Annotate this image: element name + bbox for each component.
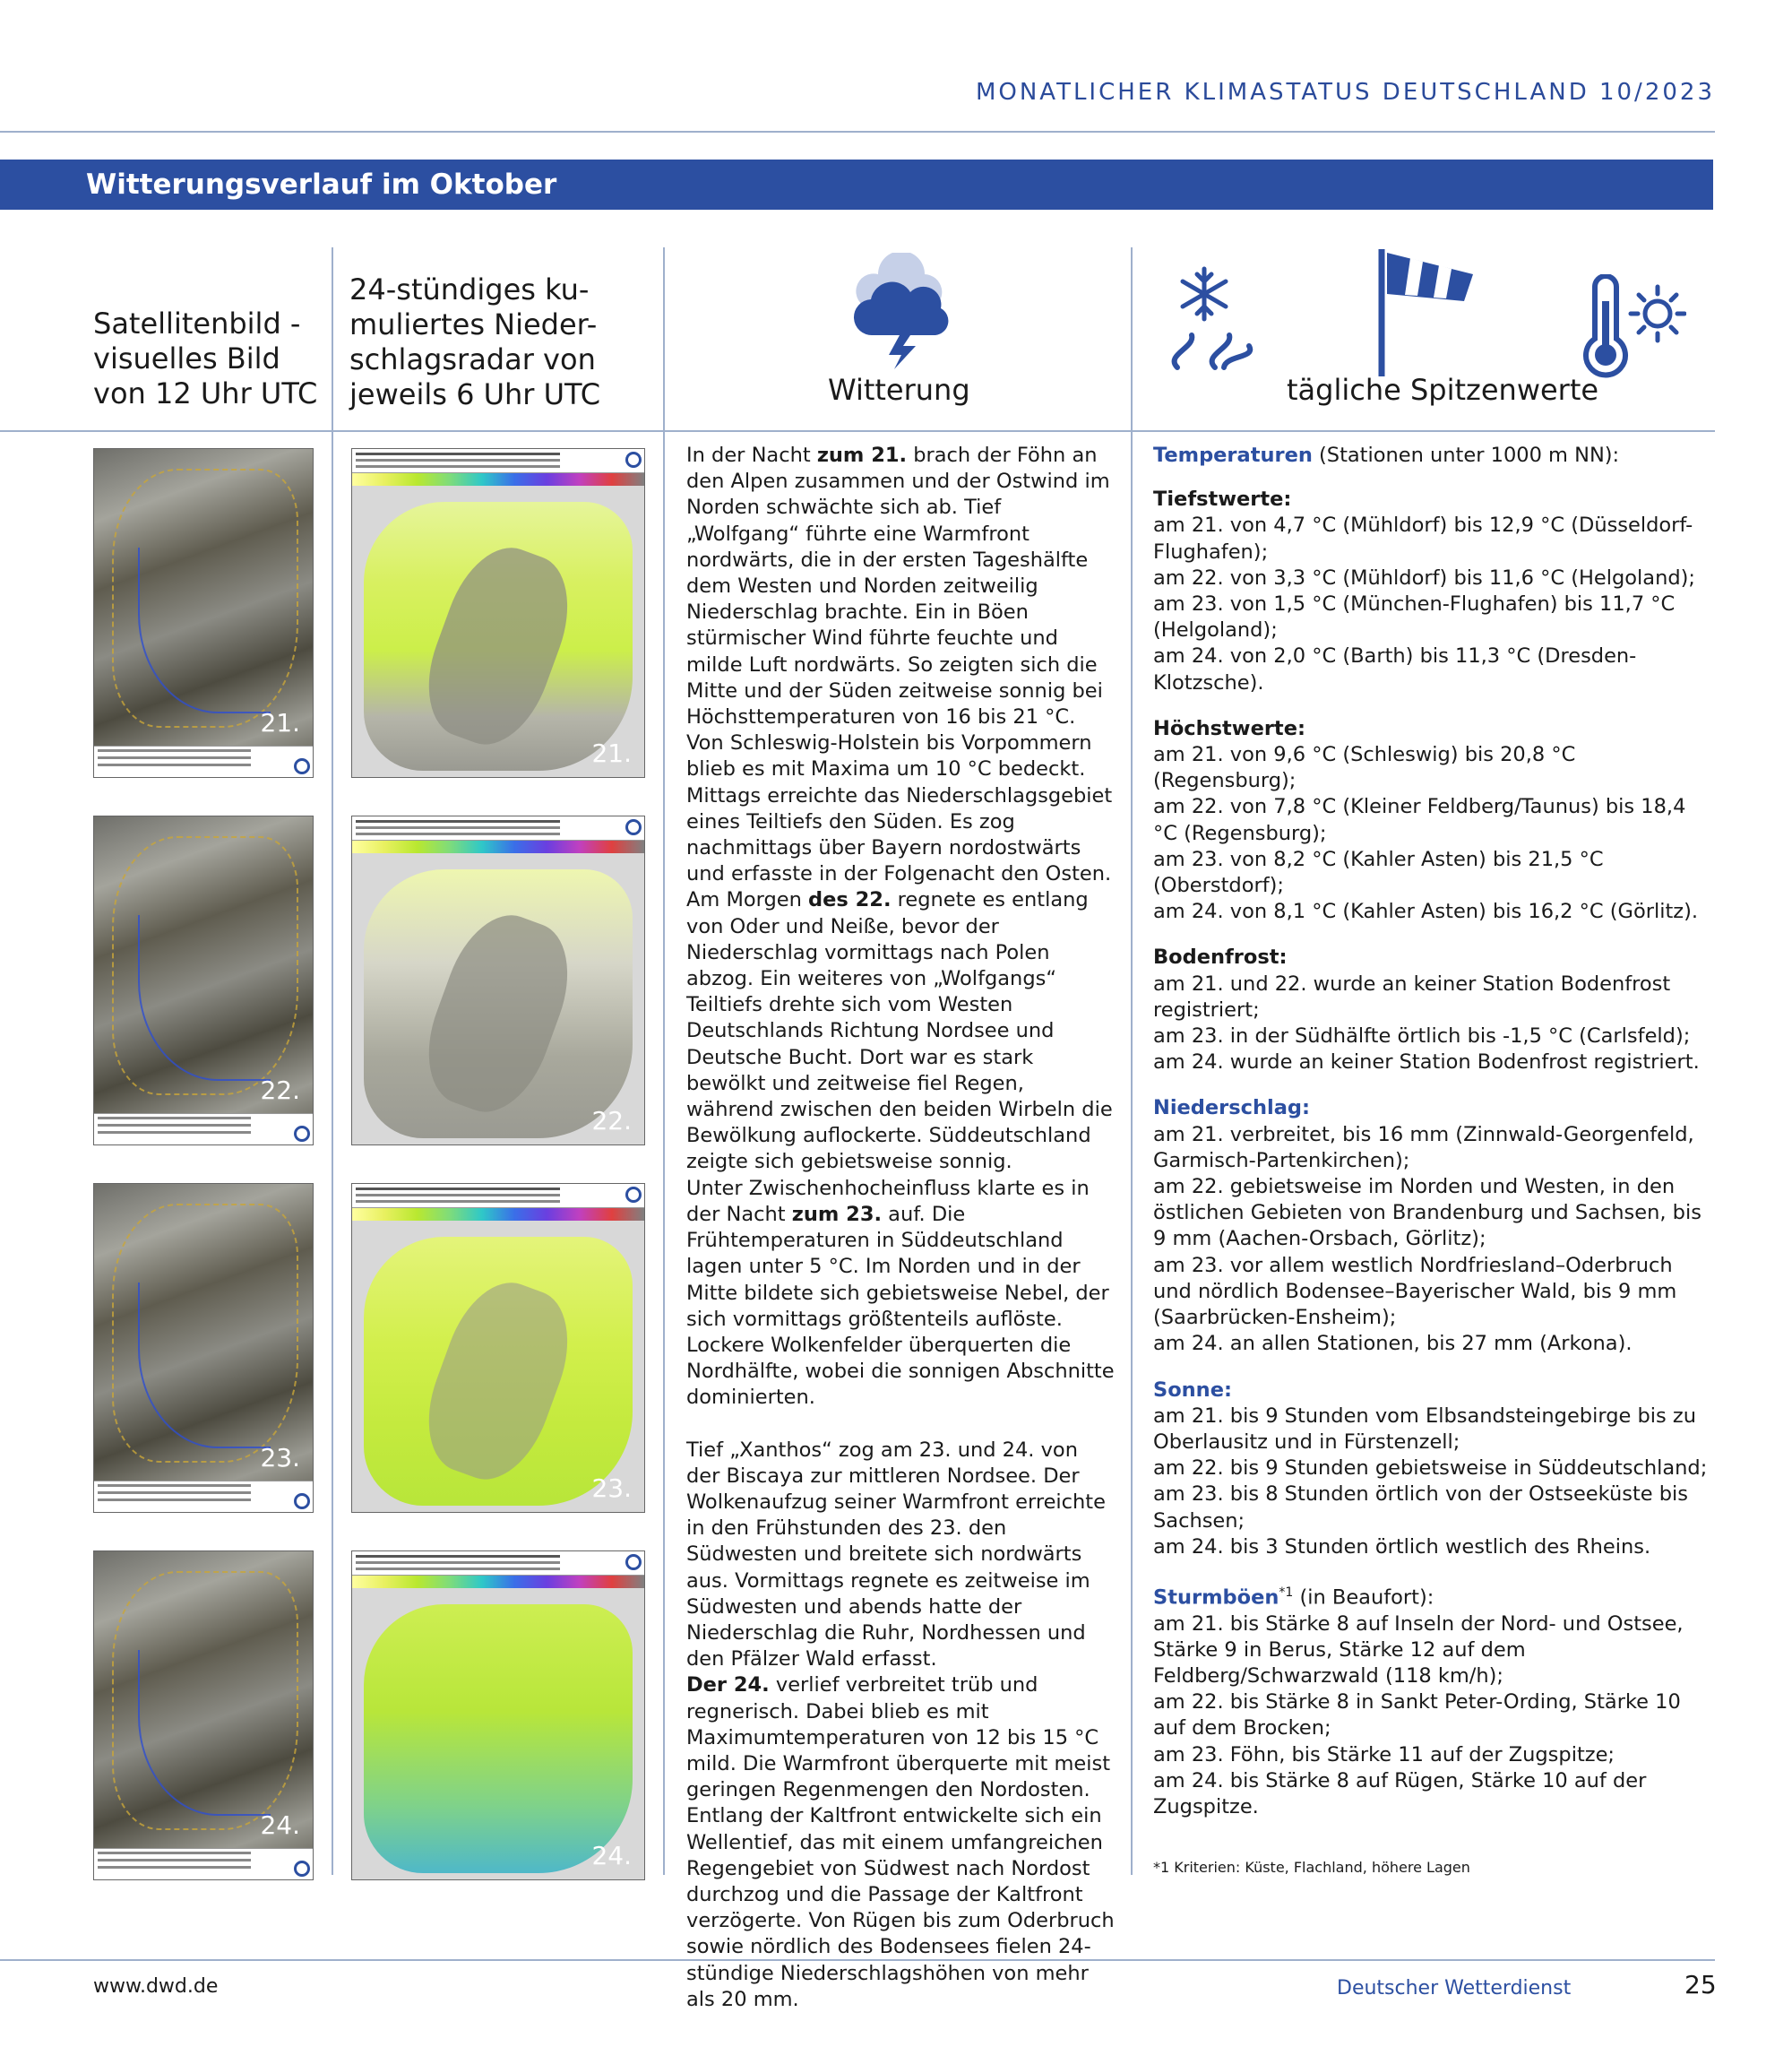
- precip-item: am 22. gebietsweise im Norden und Westen, in den östlichen Gebieten von Brandenburg und Sachsen, bis 9 mm (Aachen-Orsbach, Görlitz);: [1153, 1175, 1702, 1251]
- radar-image-23: [351, 1183, 645, 1513]
- storm-cloud-icon: [853, 253, 952, 369]
- column-divider: [1131, 247, 1133, 1875]
- radar-color-scale: [352, 473, 644, 486]
- thermometer-sun-icon: [1579, 274, 1686, 382]
- gust-heading: Sturmböen$^{*1}$ (in Beaufort):: [1153, 1585, 1434, 1610]
- temperature-heading: Temperaturen (Stationen unter 1000 m NN):: [1153, 444, 1620, 467]
- radar-image-24: [351, 1550, 645, 1880]
- radar-color-scale: [352, 1208, 644, 1221]
- gust-item: am 21. bis Stärke 8 auf Inseln der Nord- und Ostsee, Stärke 9 in Berus, Stärke 12 auf dem Feldberg/Schwarzwald (118 km/h);: [1153, 1611, 1684, 1689]
- radar-image-21: [351, 448, 645, 778]
- page-number: 25: [1684, 1970, 1717, 1999]
- weather-paragraph-21: In der Nacht zum 21. brach der Föhn an den Alpen zusammen und der Ostwind im Norden schwächte sich ab. Tief „Wolfgang“ führte eine Warmfront nordwärts, die in der ersten Tageshälfte dem Westen und Norden zeitweilig Niederschlag brachte. Ein in Böen stürmischer Wind führte feuchte und milde Luft nordwärts. So zeigten sich die Mitte und der Süden zeitweise sonnig bei Höchsttemperaturen von 16 bis 21 °C. Von Schleswig-Holstein bis Vorpommern blieb es mit Maxima um 10 °C bedeckt. Mittags erreichte das Niederschlagsgebiet eines Teiltiefs den Süden. Es zog nachmittags über Bayern nordostwärts und erfasste in der Folgenacht den Osten.: [686, 444, 1113, 886]
- frost-item: am 23. in der Südhälfte örtlich bis -1,5 °C (Carlsfeld);: [1153, 1024, 1691, 1049]
- sun-item: am 22. bis 9 Stunden gebietsweise in Süddeutschland;: [1153, 1456, 1708, 1481]
- footer-rule: [0, 1959, 1715, 1961]
- gust-item: am 24. bis Stärke 8 auf Rügen, Stärke 10 auf der Zugspitze.: [1153, 1768, 1647, 1819]
- header-rule: [0, 131, 1715, 133]
- precip-heading: Niederschlag:: [1153, 1096, 1311, 1120]
- frost-item: am 21. und 22. wurde an keiner Station Bodenfrost registriert;: [1153, 972, 1671, 1022]
- min-heading: Tiefstwerte:: [1153, 488, 1292, 512]
- column-divider: [663, 247, 665, 1875]
- radar-column-heading: 24-stündiges ku- muliertes Nieder- schlagsradar von jeweils 6 Uhr UTC: [349, 272, 601, 411]
- column-header-rule: [0, 430, 1715, 432]
- precip-item: am 21. verbreitet, bis 16 mm (Zinnwald-Georgenfeld, Garmisch-Partenkirchen);: [1153, 1122, 1694, 1172]
- radar-color-scale: [352, 841, 644, 853]
- sun-item: am 21. bis 9 Stunden vom Elbsandsteingebirge bis zu Oberlausitz und in Fürstenzell;: [1153, 1404, 1696, 1454]
- dwd-logo-icon: [294, 1493, 310, 1509]
- column-divider: [332, 247, 333, 1875]
- section-title: Witterungsverlauf im Oktober: [86, 168, 557, 201]
- footer-organisation: Deutscher Wetterdienst: [1337, 1977, 1572, 1999]
- dwd-logo-icon: [294, 758, 310, 774]
- weather-paragraph-22: Am Morgen des 22. regnete es entlang von Oder und Neiße, bevor der Niederschlag vormittags nach Polen abzog. Ein weiteres von „Wolfgangs“ Teiltiefs drehte sich vom Westen Deutschlands Richtung Nordsee und Deutsche Bucht. Dort war es stark bewölkt und zeitweise fiel Regen, während zwischen den beiden Wirbeln die Bewölkung auflockerte. Süddeutschland zeigte sich gebietsweise sonnig.: [686, 888, 1113, 1174]
- dwd-logo-icon: [294, 1126, 310, 1142]
- daily-peaks: [1153, 443, 1713, 1820]
- weather-paragraph-23: Unter Zwischenhocheinfluss klarte es in der Nacht zum 23. auf. Die Frühtemperaturen in Süddeutschland lagen unter 5 °C. Im Norden und in der Mitte bildete sich gebietsweise Nebel, der sich vormittags größtenteils auflöste. Lockere Wolkenfelder überquerten die Nordhälfte, wobei die sonnigen Abschnitte dominierten.: [686, 1176, 1115, 1410]
- footnote: *1 Kriterien: Küste, Flachland, höhere Lagen: [1153, 1859, 1470, 1876]
- weather-column-heading: Witterung: [828, 373, 970, 407]
- radar-image-22: [351, 816, 645, 1145]
- max-heading: Höchstwerte:: [1153, 716, 1305, 740]
- radar-color-scale: [352, 1576, 644, 1588]
- min-item: am 21. von 4,7 °C (Mühldorf) bis 12,9 °C (Düsseldorf-Flughafen);: [1153, 514, 1693, 564]
- weather-narrative: [686, 443, 1116, 2013]
- day-label: 24.: [260, 1810, 300, 1840]
- weather-paragraph-24: Der 24. verlief verbreitet trüb und regnerisch. Dabei blieb es mit Maximumtemperaturen von 12 bis 15 °C mild. Die Warmfront überquerte mit meist geringen Regenmengen den Nordosten. Entlang der Kaltfront entwickelte sich ein Wellentief, das mit einem umfangreichen Regengebiet von Südwest nach Nordost durchzog und die Passage der Kaltfront verzögerte. Von Rügen bis zum Oderbruch sowie nördlich des Bodensees fielen 24-stündige Niederschlagshöhen von mehr als 20 mm.: [686, 1673, 1115, 2011]
- day-label: 24.: [591, 1841, 632, 1870]
- gust-item: am 22. bis Stärke 8 in Sankt Peter-Ording, Stärke 10 auf dem Brocken;: [1153, 1690, 1681, 1740]
- publication-title: MONATLICHER KLIMASTATUS DEUTSCHLAND 10/2023: [975, 79, 1715, 106]
- weather-paragraph-xanthos: Tief „Xanthos“ zog am 23. und 24. von der Biscaya zur mittleren Nordsee. Der Wolkenaufzug seiner Warmfront erreichte in den Frühstunden des 23. den Südwesten und breitete sich nordwärts aus. Vormittags regnete es zeitweise im Südwesten und abends hatte der Niederschlag die Ruhr, Nordhessen und den Pfälzer Wald erfasst.: [686, 1438, 1106, 1671]
- max-item: am 24. von 8,1 °C (Kahler Asten) bis 16,2 °C (Görlitz).: [1153, 900, 1699, 924]
- dwd-logo-icon: [625, 1554, 642, 1570]
- frost-heading: Bodenfrost:: [1153, 946, 1288, 970]
- dwd-logo-icon: [625, 1187, 642, 1203]
- satellite-column-heading: Satellitenbild - visuelles Bild von 12 Uhr UTC: [93, 307, 318, 410]
- day-label: 22.: [260, 1075, 300, 1105]
- dwd-logo-icon: [294, 1861, 310, 1877]
- satellite-image-24: [93, 1550, 314, 1880]
- satellite-image-22: [93, 816, 314, 1145]
- sun-heading: Sonne:: [1153, 1378, 1232, 1402]
- max-item: am 22. von 7,8 °C (Kleiner Feldberg/Taunus) bis 18,4 °C (Regensburg);: [1153, 795, 1686, 845]
- max-item: am 21. von 9,6 °C (Schleswig) bis 20,8 °C (Regensburg);: [1153, 743, 1576, 793]
- day-label: 22.: [591, 1106, 632, 1136]
- max-item: am 23. von 8,2 °C (Kahler Asten) bis 21,5 °C (Oberstdorf);: [1153, 847, 1604, 898]
- section-banner: [0, 160, 1713, 210]
- satellite-image-23: [93, 1183, 314, 1513]
- precip-item: am 23. vor allem westlich Nordfriesland–Oderbruch und nördlich Bodensee–Bayerischer Wald, bis 9 mm (Saarbrücken-Ensheim);: [1153, 1253, 1677, 1330]
- dwd-logo-icon: [625, 452, 642, 468]
- frost-item: am 24. wurde an keiner Station Bodenfrost registriert.: [1153, 1050, 1700, 1075]
- sun-item: am 23. bis 8 Stunden örtlich von der Ostseeküste bis Sachsen;: [1153, 1482, 1689, 1533]
- satellite-image-21: [93, 448, 314, 778]
- footer-url[interactable]: www.dwd.de: [93, 1975, 219, 1998]
- min-item: am 22. von 3,3 °C (Mühldorf) bis 11,6 °C (Helgoland);: [1153, 566, 1695, 590]
- day-label: 21.: [591, 738, 632, 768]
- min-item: am 23. von 1,5 °C (München-Flughafen) bis 11,7 °C (Helgoland);: [1153, 592, 1676, 643]
- day-label: 23.: [591, 1473, 632, 1503]
- min-item: am 24. von 2,0 °C (Barth) bis 11,3 °C (Dresden-Klotzsche).: [1153, 644, 1637, 695]
- precip-item: am 24. an allen Stationen, bis 27 mm (Arkona).: [1153, 1332, 1633, 1356]
- day-label: 21.: [260, 708, 300, 738]
- sun-item: am 24. bis 3 Stunden örtlich westlich des Rheins.: [1153, 1534, 1651, 1559]
- day-label: 23.: [260, 1443, 300, 1473]
- peaks-column-heading: tägliche Spitzenwerte: [1287, 373, 1599, 407]
- snowflake-icon: [1156, 265, 1263, 373]
- dwd-logo-icon: [625, 819, 642, 835]
- windsock-icon: [1374, 244, 1482, 378]
- gust-item: am 23. Föhn, bis Stärke 11 auf der Zugspitze;: [1153, 1742, 1615, 1766]
